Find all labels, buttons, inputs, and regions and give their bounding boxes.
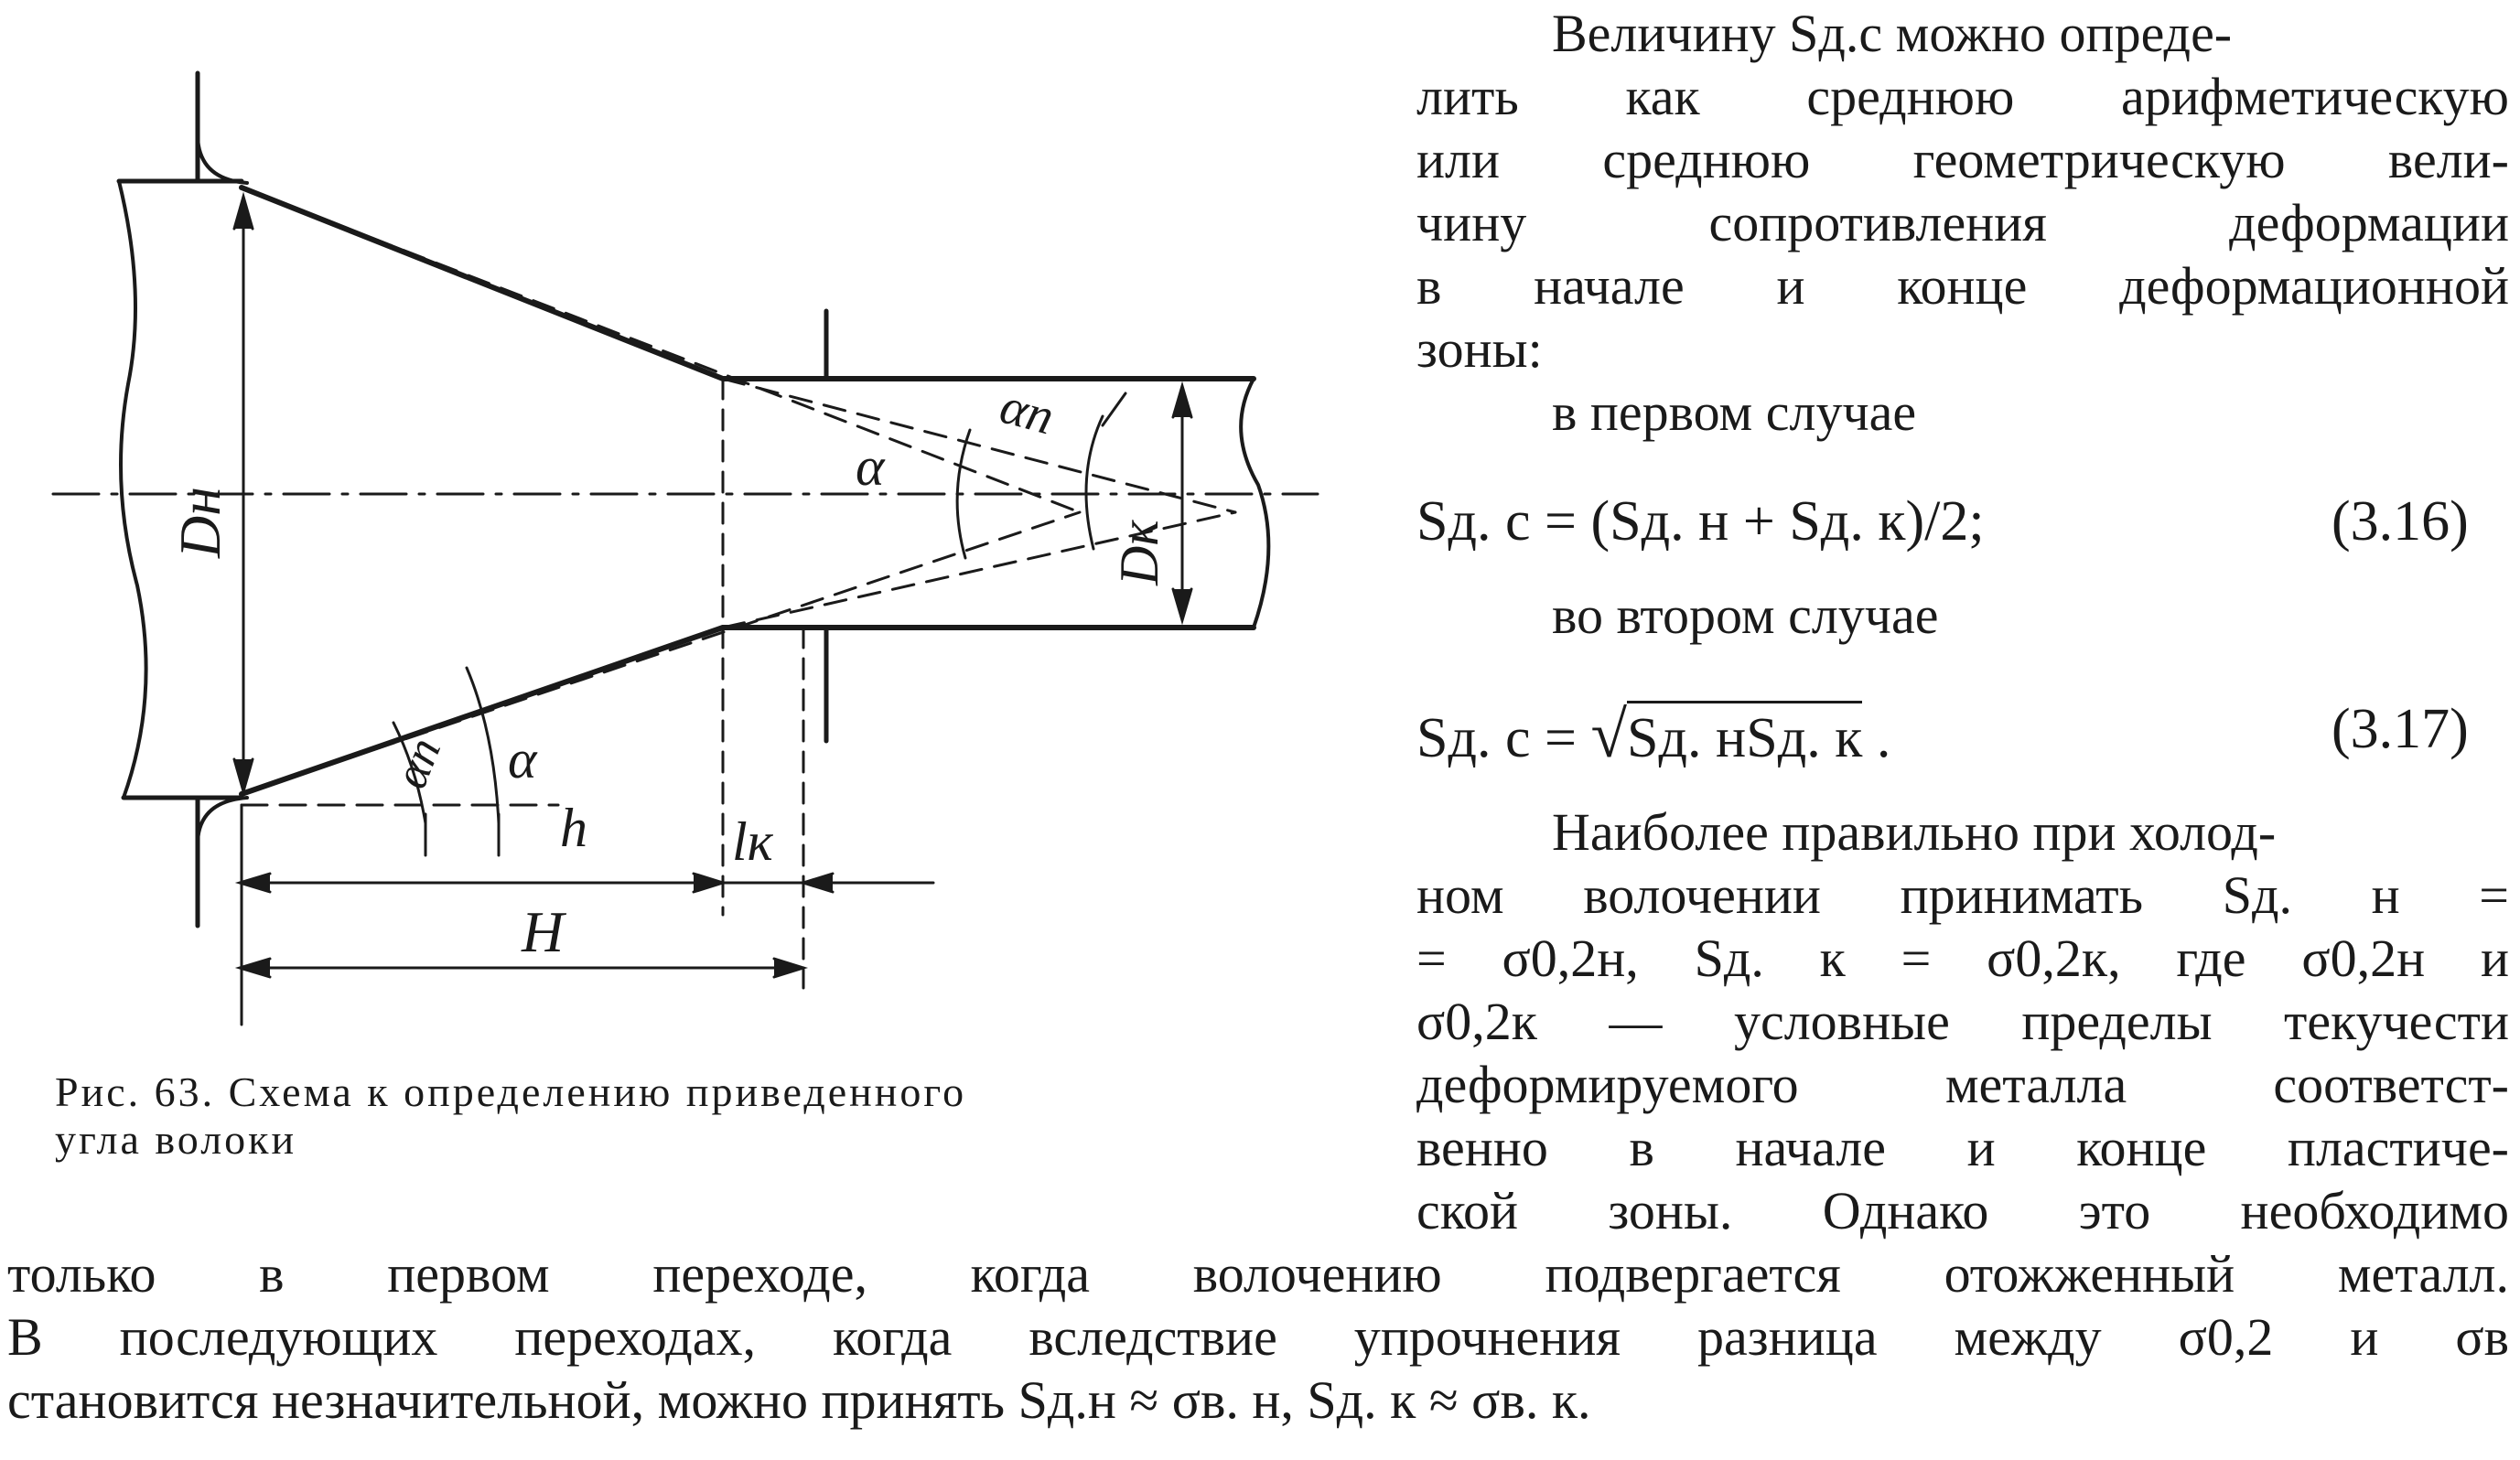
label-Dk: Dк: [1109, 520, 1169, 585]
caption-line-2: угла волоки: [55, 1116, 297, 1163]
formula-3-17-radicand: Sд. нSд. к: [1627, 701, 1862, 769]
figure-caption: [55, 1068, 1336, 1164]
label-alpha-n-top: αп: [994, 377, 1061, 446]
arrow-alpha-n-top: [1103, 393, 1125, 425]
dashed-top-alpha: [723, 379, 1235, 512]
p2-line-7: ской зоны. Однако это необходимо: [1416, 1181, 2509, 1240]
sqrt-sign: √: [1590, 698, 1628, 771]
dim-H-arrow-right: [774, 959, 803, 977]
arc-alpha-bottom: [467, 668, 499, 823]
dim-Dn-arrow-bottom: [234, 759, 253, 791]
p1-line-4: чину сопротивления деформации: [1416, 193, 2509, 252]
full-line-3: становится незначительной, можно принять Sд.н ≈ σв. н, Sд. к ≈ σв. к.: [7, 1370, 1591, 1430]
label-H: H: [522, 899, 565, 964]
p1-line-2: лить как среднюю арифметическую: [1416, 67, 2509, 126]
formula-3-17: [1416, 697, 1890, 773]
p1-line-5: в начале и конце деформационной: [1416, 256, 2509, 316]
p2-line-1: Наиболее правильно при холод-: [1552, 802, 2277, 862]
p1-line-1: Величину Sд.с можно опреде-: [1552, 4, 2233, 63]
case-1-label: в первом случае: [1552, 382, 1917, 442]
full-line-1: только в первом переходе, когда волочению подвергается отожженный металл.: [7, 1244, 2509, 1304]
arc-alpha-n-top: [1086, 416, 1103, 549]
drawing-die-diagram: [0, 0, 1373, 1043]
case-2-label: во втором случае: [1552, 585, 1939, 645]
dim-lk-arrow-left: [240, 874, 270, 892]
dim-Dk-arrow-top: [1173, 386, 1191, 417]
paragraph-2: [1416, 800, 2509, 1242]
full-width-paragraph: [7, 1242, 2509, 1432]
dim-Dk-arrow-bottom: [1173, 589, 1191, 620]
top-fillet: [198, 137, 247, 183]
caption-line-1: Рис. 63. Схема к определению приведенного: [55, 1068, 967, 1115]
p1-line-6: зоны:: [1416, 319, 1543, 379]
label-alpha-n-bottom: αп: [384, 730, 452, 796]
p2-line-6: венно в начале и конце пластиче-: [1416, 1118, 2509, 1177]
p1-line-3: или среднюю геометрическую вели-: [1416, 130, 2509, 189]
full-line-2: В последующих переходах, когда вследствие упрочнения разница между σ0,2 и σв: [7, 1307, 2509, 1367]
label-Dn: Dн: [167, 487, 232, 558]
case-2: [1416, 584, 2509, 647]
p2-line-3: = σ0,2н, Sд. к = σ0,2к, где σ0,2н и: [1416, 929, 2509, 988]
equation-number-3-17: (3.17): [2332, 698, 2469, 760]
wire-break-left: [119, 181, 146, 798]
dim-lk-arrow-right: [803, 874, 833, 892]
label-alpha-top: α: [856, 436, 885, 497]
bottom-fillet: [198, 798, 247, 842]
dim-lk-arrow-mid: [694, 874, 723, 892]
label-lk: lк: [732, 811, 773, 872]
label-alpha-bottom: α: [508, 729, 537, 789]
p2-line-2: ном волочении принимать Sд. н =: [1416, 865, 2509, 925]
dim-H-arrow-left: [240, 959, 270, 977]
formula-3-16: Sд. с = (Sд. н + Sд. к)/2;: [1416, 490, 1985, 553]
equation-number-3-16: (3.16): [2332, 490, 2469, 553]
p2-line-4: σ0,2к — условные пределы текучести: [1416, 992, 2509, 1051]
p2-line-5: деформируемого металла соответст-: [1416, 1055, 2509, 1114]
paragraph-1: [1416, 2, 2509, 444]
wire-break-right: [1241, 379, 1268, 628]
label-h: h: [560, 798, 587, 858]
formula-3-17-lhs: Sд. с =: [1416, 707, 1591, 769]
dim-Dn-arrow-top: [234, 197, 253, 229]
formula-3-17-end: .: [1862, 707, 1891, 769]
